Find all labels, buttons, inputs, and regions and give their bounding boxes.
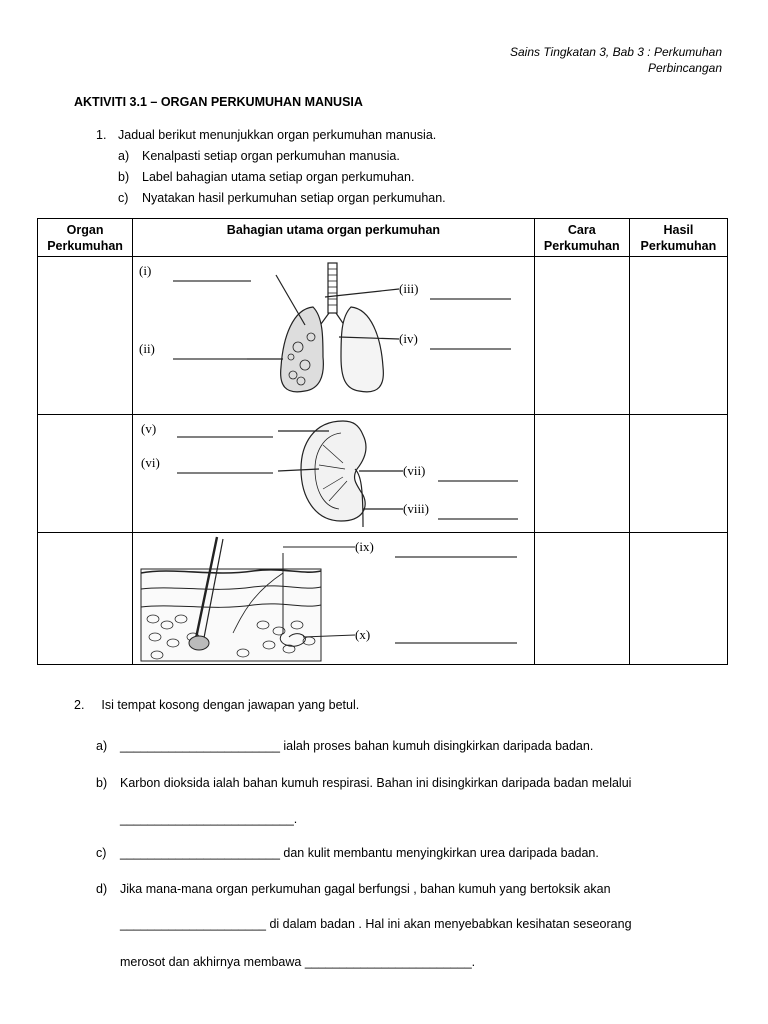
part-label: a) <box>96 739 108 753</box>
fill-blank-2a[interactable]: _______________________ <box>120 739 280 753</box>
question-1-part-b <box>96 167 446 188</box>
header-topic: Perbincangan <box>647 61 722 75</box>
part-text: Label bahagian utama setiap organ perkumuhan. <box>142 170 415 184</box>
question-2c <box>96 846 599 860</box>
fill-blank-2c[interactable]: _______________________ <box>120 846 280 860</box>
part-label: b) <box>118 170 130 184</box>
method-cell-2[interactable] <box>534 415 629 532</box>
question-2b <box>96 776 631 790</box>
label-viii: (viii) <box>403 501 430 517</box>
kidney-icon <box>278 421 403 527</box>
lungs-icon <box>247 263 399 392</box>
method-cell-1[interactable] <box>534 257 629 415</box>
part-label: b) <box>96 776 108 790</box>
question-1-part-c <box>96 188 446 209</box>
page-header <box>510 44 722 76</box>
product-cell-3[interactable] <box>629 532 727 664</box>
method-cell-3[interactable] <box>534 532 629 664</box>
product-cell-2[interactable] <box>629 415 727 532</box>
part-text: Karbon dioksida ialah bahan kumuh respirasi. Bahan ini disingkirkan daripada badan melalui <box>120 776 632 790</box>
lungs-diagram <box>133 257 533 414</box>
header-product: Hasil Perkumuhan <box>629 219 727 257</box>
part-label: a) <box>118 149 130 163</box>
activity-title: AKTIVITI 3.1 – ORGAN PERKUMUHAN MANUSIA <box>74 95 363 109</box>
organ-cell-1[interactable] <box>38 257 133 415</box>
skin-diagram-cell <box>133 532 535 664</box>
organ-cell-2[interactable] <box>38 415 133 532</box>
question-2d-line3 <box>120 955 475 969</box>
skin-section-icon <box>141 537 355 661</box>
header-method: Cara Perkumuhan <box>534 219 629 257</box>
fill-blank-2b[interactable]: _________________________. <box>120 812 298 826</box>
organ-cell-3[interactable] <box>38 532 133 664</box>
question-2a <box>96 739 593 753</box>
fill-blank-2d-2[interactable]: ________________________. <box>304 955 476 969</box>
kidney-diagram <box>133 415 533 531</box>
question-1-text: Jadual berikut menunjukkan organ perkumuhan manusia. <box>118 128 437 142</box>
question-1-number: 1. <box>96 128 107 142</box>
part-text: ialah proses bahan kumuh disingkirkan daripada badan. <box>279 739 594 753</box>
label-vii: (vii) <box>403 463 426 479</box>
kidney-diagram-cell <box>133 415 535 532</box>
fill-blank-2d-1[interactable]: _____________________ <box>120 917 266 931</box>
part-label: c) <box>118 191 129 205</box>
label-v: (v) <box>141 421 157 437</box>
part-text: dan kulit membantu menyingkirkan urea daripada badan. <box>279 846 599 860</box>
question-1 <box>96 125 446 209</box>
lungs-diagram-cell <box>133 257 535 415</box>
label-iii: (iii) <box>399 281 419 297</box>
question-2-number: 2. <box>74 698 85 712</box>
excretory-organs-table <box>37 218 728 665</box>
question-2d-line2 <box>120 917 632 931</box>
product-cell-1[interactable] <box>629 257 727 415</box>
part-label: c) <box>96 846 107 860</box>
label-vi: (vi) <box>141 455 160 471</box>
question-2-text: Isi tempat kosong dengan jawapan yang betul. <box>101 698 360 712</box>
label-ix: (ix) <box>355 538 374 554</box>
question-2b-blank-line <box>120 812 297 826</box>
label-iv: (iv) <box>399 331 418 347</box>
label-i: (i) <box>139 263 152 279</box>
part-text: Nyatakan hasil perkumuhan setiap organ perkumuhan. <box>142 191 446 205</box>
header-organ: Organ Perkumuhan <box>38 219 133 257</box>
part-text: Jika mana-mana organ perkumuhan gagal berfungsi , bahan kumuh yang bertoksik akan <box>120 882 611 896</box>
header-subject: Sains Tingkatan 3, Bab 3 : Perkumuhan <box>509 45 722 59</box>
part-text: merosot dan akhirnya membawa <box>120 955 305 969</box>
part-label: d) <box>96 882 108 896</box>
question-2 <box>74 698 359 712</box>
header-parts: Bahagian utama organ perkumuhan <box>133 219 535 257</box>
label-x: (x) <box>355 626 371 642</box>
part-text: di dalam badan . Hal ini akan menyebabkan kesihatan seseorang <box>266 917 632 931</box>
label-ii: (ii) <box>139 341 156 357</box>
question-2d <box>96 882 611 896</box>
question-1-part-a <box>96 146 446 167</box>
part-text: Kenalpasti setiap organ perkumuhan manusia. <box>142 149 400 163</box>
skin-diagram <box>133 533 533 664</box>
